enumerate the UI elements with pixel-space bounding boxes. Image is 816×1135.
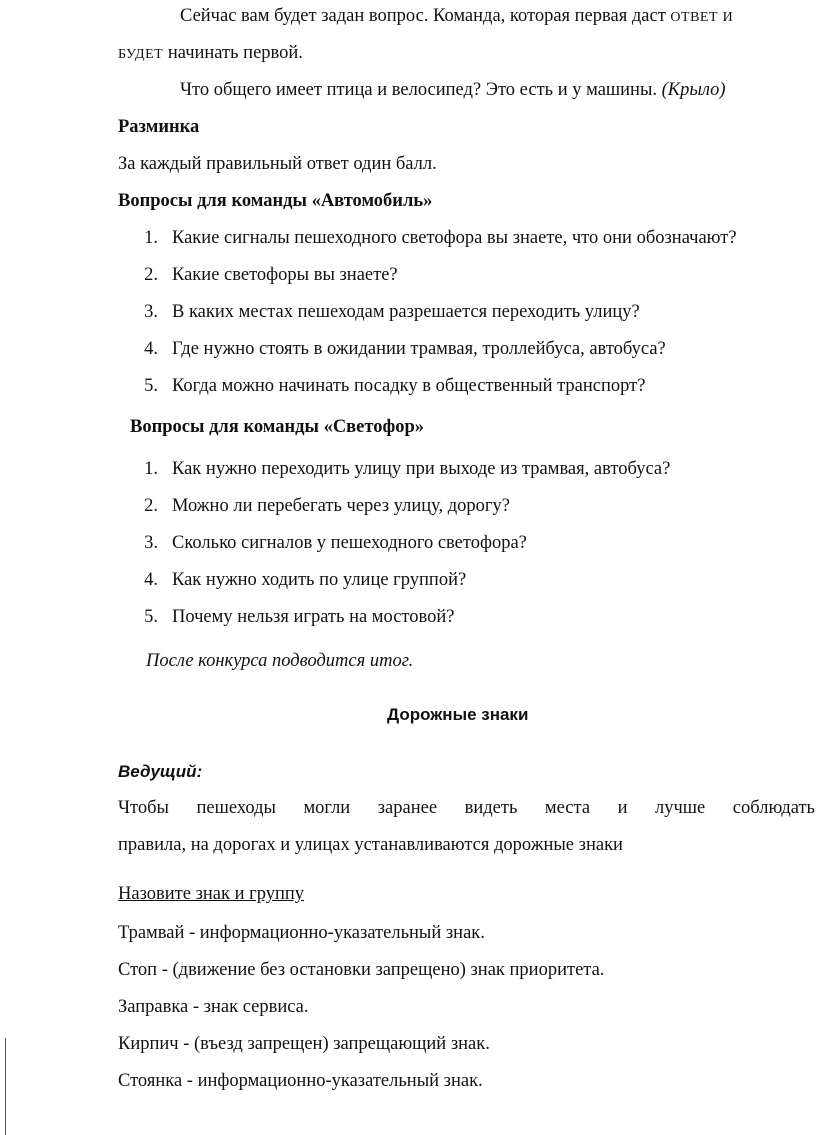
- question-text: Почему нельзя играть на мостовой?: [172, 607, 455, 627]
- list-number: 2.: [144, 496, 158, 516]
- host-label: Ведущий:: [118, 762, 203, 781]
- riddle-line: [180, 79, 726, 101]
- team-light-heading: Вопросы для команды «Светофор»: [130, 417, 425, 437]
- intro-smallcaps-word: И: [722, 10, 734, 25]
- question-text: В каких местах пешеходам разрешается переходить улицу?: [172, 302, 640, 322]
- question-text: Когда можно начинать посадку в общественный транспорт?: [172, 376, 646, 396]
- intro-line-2: [118, 42, 303, 66]
- list-number: 5.: [144, 607, 158, 627]
- question-text: Где нужно стоять в ожидании трамвая, троллейбуса, автобуса?: [172, 339, 666, 359]
- margin-rule-divider: [5, 1038, 6, 1135]
- signs-paragraph-line-2: правила, на дорогах и улицах устанавливаются дорожные знаки: [118, 835, 623, 855]
- question-text: Как нужно ходить по улице группой?: [172, 570, 467, 590]
- team-auto-heading: Вопросы для команды «Автомобиль»: [118, 191, 433, 211]
- warmup-heading: Разминка: [118, 117, 200, 137]
- list-number: 5.: [144, 376, 158, 396]
- list-item: Стоп - (движение без остановки запрещено) знак приоритета.: [118, 960, 605, 980]
- list-number: 3.: [144, 302, 158, 322]
- riddle-answer: (Крыло): [661, 80, 726, 100]
- signs-paragraph-line-1: Чтобы пешеходы могли заранее видеть места и лучше соблюдать: [118, 798, 815, 818]
- summary-note: После конкурса подводится итог.: [146, 651, 414, 671]
- question-text: Можно ли перебегать через улицу, дорогу?: [172, 496, 510, 516]
- question-text: Какие сигналы пешеходного светофора вы знаете, что они обозначают?: [172, 228, 737, 248]
- list-number: 1.: [144, 228, 158, 248]
- list-item: Заправка - знак сервиса.: [118, 997, 309, 1017]
- list-number: 3.: [144, 533, 158, 553]
- intro-text: начинать первой.: [167, 43, 303, 63]
- riddle-text: Что общего имеет птица и велосипед? Это есть и у машины.: [180, 80, 658, 100]
- warmup-rule: За каждый правильный ответ один балл.: [118, 154, 437, 174]
- task-heading: Назовите знак и группу: [118, 884, 305, 904]
- list-item: Трамвай - информационно-указательный знак.: [118, 923, 485, 943]
- list-item: Кирпич - (въезд запрещен) запрещающий знак.: [118, 1034, 490, 1054]
- list-number: 1.: [144, 459, 158, 479]
- list-item: Стоянка - информационно-указательный знак.: [118, 1071, 483, 1091]
- list-number: 4.: [144, 570, 158, 590]
- section-title: Дорожные знаки: [387, 705, 529, 724]
- list-number: 2.: [144, 265, 158, 285]
- question-text: Какие светофоры вы знаете?: [172, 265, 398, 285]
- list-number: 4.: [144, 339, 158, 359]
- question-text: Сколько сигналов у пешеходного светофора?: [172, 533, 527, 553]
- intro-smallcaps-word: ОТВЕТ: [670, 10, 719, 25]
- intro-line-1: [180, 5, 733, 29]
- question-text: Как нужно переходить улицу при выходе из трамвая, автобуса?: [172, 459, 671, 479]
- intro-text: Сейчас вам будет задан вопрос. Команда, которая первая даст: [180, 6, 666, 26]
- intro-smallcaps-word: БУДЕТ: [118, 47, 164, 62]
